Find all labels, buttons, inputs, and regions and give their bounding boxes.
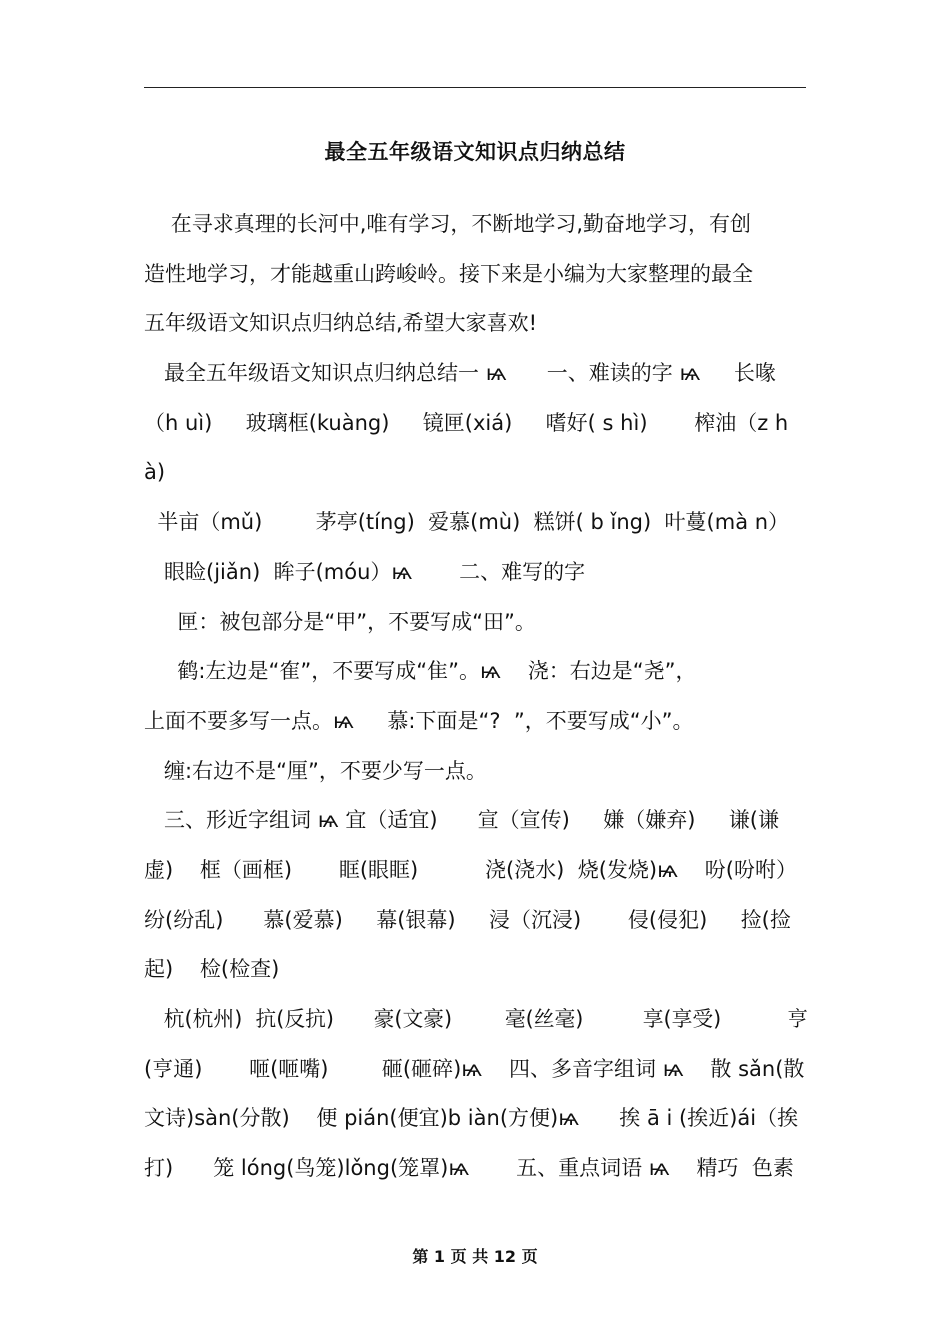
page-number: 第 1 页 共 12 页 [412, 1247, 538, 1266]
page-footer [0, 1244, 950, 1267]
text-line: 半亩（mǔ) 茅亭(tíng) 爱慕(mù) 糕饼( b ǐng) 叶蔓(mà n） [144, 510, 790, 535]
text-line: （h uì) 玻璃框(kuàng) 镜匣(xiá) 嗜好( s hì) 榨油（z h [144, 410, 789, 435]
text-line: (亨通) 咂(咂嘴) 砸(砸碎)ѩ 四、多音字组词 ѩ 散 sǎn(散 [144, 1056, 805, 1081]
document-body [144, 205, 808, 1199]
text-line: 缠:右边不是“厘”，不要少写一点。 [144, 758, 487, 783]
text-line: 造性地学习，才能越重山跨峻岭。接下来是小编为大家整理的最全 [144, 261, 753, 286]
text-line: 打) 笼 lóng(鸟笼)lǒng(笼罩)ѩ 五、重点词语 ѩ 精巧 色素 [144, 1156, 794, 1181]
text-line: 在寻求真理的长河中,唯有学习，不断地学习,勤奋地学习，有创 [144, 212, 752, 236]
text-line: 起) 检(检查) [144, 957, 280, 982]
text-line: 杭(杭州) 抗(反抗) 豪(文豪) 毫(丝毫) 享(享受) 亨 [144, 1007, 809, 1031]
text-line: 眼睑(jiǎn) 眸子(móu）ѩ 二、难写的字 [144, 559, 586, 584]
text-line: 文诗)sàn(分散) 便 pián(便宜)b iàn(方便)ѩ 挨 ā i (挨近)ái（挨 [144, 1106, 799, 1131]
text-line: à) [144, 460, 166, 485]
text-line: 鹤:左边是“隺”，不要写成“隹”。ѩ 浇：右边是“尧”， [144, 659, 697, 684]
header-rule [144, 87, 806, 88]
text-line: 虚) 框（画框) 眶(眼眶) 浇(浇水) 烧(发烧)ѩ 吩(吩咐） [144, 857, 797, 882]
text-line: 匣：被包部分是“甲”，不要写成“田”。 [144, 609, 536, 634]
text-line: 纷(纷乱) 慕(爱慕) 幕(银幕) 浸（沉浸) 侵(侵犯) 捡(捡 [144, 907, 791, 932]
text-line: 三、形近字组词 ѩ 宜（适宜) 宣（宣传) 嫌（嫌弃) 谦(谦 [144, 808, 779, 833]
text-line: 最全五年级语文知识点归纳总结一 ѩ 一、难读的字 ѩ 长喙 [144, 361, 776, 386]
text-line: 上面不要多写一点。ѩ 慕:下面是“? ”，不要写成“小”。 [144, 708, 694, 733]
document-title: 最全五年级语文知识点归纳总结 [324, 140, 626, 164]
text-line: 五年级语文知识点归纳总结,希望大家喜欢! [144, 311, 538, 336]
